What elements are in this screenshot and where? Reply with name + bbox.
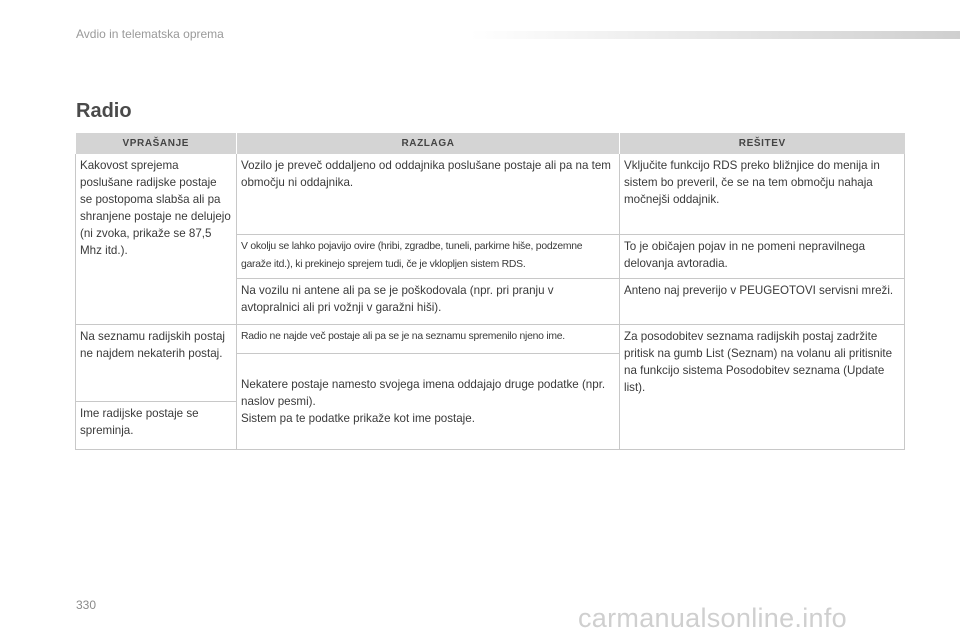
solution-cell: Anteno naj preverijo v PEUGEOTOVI servisni mreži. <box>620 278 905 324</box>
solution-cell: Vključite funkcijo RDS preko bližnjice do menija in sistem bo preveril, če se na tem območju nahaja močnejši oddajnik. <box>620 154 905 234</box>
question-cell: Kakovost sprejema poslušane radijske postaje se postopoma slabša ali pa shranjene postaje ne delujejo (ni zvoka, prikaže se 87,5 Mhz itd.). <box>76 154 237 324</box>
cause-cell: Radio ne najde več postaje ali pa se je na seznamu spremenilo njeno ime. <box>237 324 620 353</box>
table-row <box>76 324 905 353</box>
watermark: carmanualsonline.info <box>578 603 847 633</box>
cause-cell: Nekatere postaje namesto svojega imena oddajajo druge podatke (npr. naslov pesmi). Sistem pa te podatke prikaže kot ime postaje. <box>237 353 620 449</box>
page-number: 330 <box>76 598 97 612</box>
cause-cell: Na vozilu ni antene ali pa se je poškodovala (npr. pri pranju v avtopralnici ali pri vožnji v garažni hiši). <box>237 278 620 324</box>
header-decorative-bar <box>470 31 960 39</box>
question-cell: Ime radijske postaje se spreminja. <box>76 401 237 448</box>
table-row <box>76 154 905 234</box>
solution-cell: To je običajen pojav in ne pomeni nepravilnega delovanja avtoradia. <box>620 234 905 278</box>
question-cell: Na seznamu radijskih postaj ne najdem nekaterih postaj. <box>76 324 237 401</box>
column-header-question: VPRAŠANJE <box>76 133 237 154</box>
section-title: Radio <box>76 100 132 122</box>
column-header-cause: RAZLAGA <box>237 133 620 154</box>
cause-cell: V okolju se lahko pojavijo ovire (hribi, zgradbe, tuneli, parkirne hiše, podzemne garaže itd.), ki prekinejo sprejem tudi, če je vklopljen sistem RDS. <box>237 234 620 278</box>
cause-cell: Vozilo je preveč oddaljeno od oddajnika poslušane postaje ali pa na tem območju ni oddajnika. <box>237 154 620 234</box>
solution-cell: Za posodobitev seznama radijskih postaj zadržite pritisk na gumb List (Seznam) na volanu ali pritisnite na funkcijo sistema Posodobitev seznama (Update list). <box>620 324 905 449</box>
column-header-solution: REŠITEV <box>620 133 905 154</box>
troubleshooting-table <box>75 133 905 450</box>
table-header-row <box>76 133 905 154</box>
running-header: Avdio in telematska oprema <box>76 27 224 41</box>
